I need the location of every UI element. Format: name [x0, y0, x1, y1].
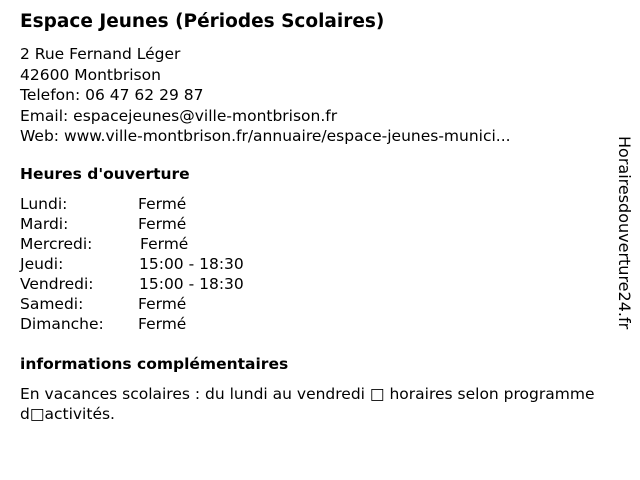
day-hours: Fermé [138, 315, 187, 333]
day-hours: Fermé [138, 195, 187, 213]
phone-number: Telefon: 06 47 62 29 87 [20, 86, 204, 104]
info-heading: informations complémentaires [20, 355, 289, 373]
day-label: Samedi: [20, 295, 84, 313]
website-link[interactable]: Web: www.ville-montbrison.fr/annuaire/espace-jeunes-munici... [20, 127, 511, 145]
day-label: Vendredi: [20, 275, 94, 293]
street-address: 2 Rue Fernand Léger [20, 45, 181, 63]
day-hours: Fermé [138, 215, 187, 233]
city-postal: 42600 Montbrison [20, 65, 161, 84]
hours-heading: Heures d'ouverture [20, 165, 190, 183]
info-text: En vacances scolaires : du lundi au vendredi □ horaires selon programme d□activités. [20, 385, 600, 423]
day-label: Mardi: [20, 215, 69, 233]
day-label: Mercredi: [20, 235, 93, 253]
day-label: Dimanche: [20, 315, 104, 333]
watermark-text: Horairesdouverture24.fr [615, 136, 634, 330]
address-block [20, 44, 511, 147]
day-hours: Fermé [140, 235, 189, 253]
day-label: Jeudi: [20, 255, 64, 273]
page-title: Espace Jeunes (Périodes Scolaires) [20, 11, 385, 32]
email-address: Email: espacejeunes@ville-montbrison.fr [20, 106, 338, 125]
day-label: Lundi: [20, 195, 68, 213]
day-hours: Fermé [138, 295, 187, 313]
day-hours: 15:00 - 18:30 [139, 255, 244, 273]
day-hours: 15:00 - 18:30 [139, 275, 244, 293]
